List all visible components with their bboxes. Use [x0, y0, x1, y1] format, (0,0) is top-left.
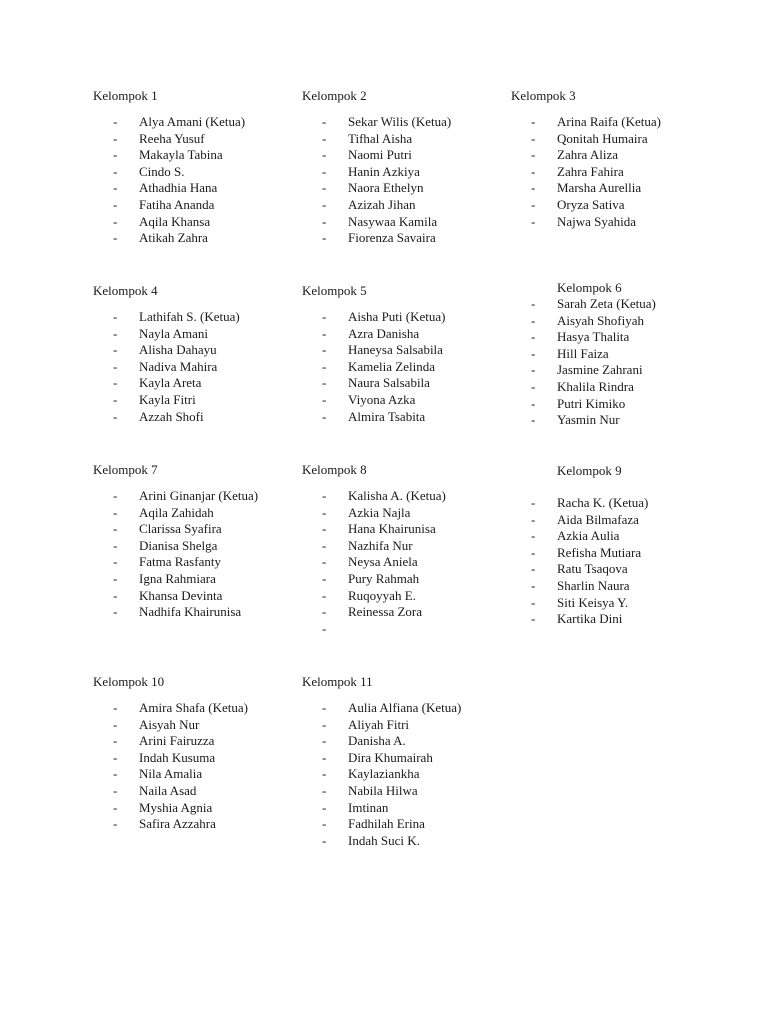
member-name: Alisha Dahayu [139, 342, 217, 358]
member-list [511, 495, 711, 628]
list-item [93, 214, 293, 231]
member-name: Aisha Puti (Ketua) [348, 309, 446, 324]
group-7 [93, 462, 293, 621]
bullet-dash: - [322, 147, 327, 163]
member-name: Dira Khumairah [348, 749, 433, 765]
list-item [511, 346, 711, 363]
list-item [511, 313, 711, 330]
bullet-dash: - [322, 342, 327, 358]
list-item [93, 588, 293, 605]
member-name: Refisha Mutiara [557, 544, 642, 560]
group-title: Kelompok 8 [302, 462, 367, 477]
member-list [302, 700, 502, 849]
member-name: Arini Fairuzza [139, 733, 215, 749]
member-name: Kamelia Zelinda [348, 358, 435, 374]
member-name: Alya Amani (Ketua) [139, 114, 246, 129]
list-item [93, 766, 293, 783]
list-item [93, 571, 293, 588]
group-9 [511, 463, 711, 628]
list-item [511, 512, 711, 529]
member-name: Indah Suci K. [348, 832, 420, 848]
member-name: Kartika Dini [557, 611, 623, 627]
member-name: Sekar Wilis (Ketua) [348, 114, 452, 129]
bullet-dash: - [531, 296, 536, 311]
list-item [302, 538, 502, 555]
list-item [93, 604, 293, 621]
member-list [511, 296, 711, 429]
list-item [302, 816, 502, 833]
member-list [93, 114, 293, 247]
list-item [302, 359, 502, 376]
list-item [302, 766, 502, 783]
member-name: Clarissa Syafira [139, 521, 222, 537]
bullet-dash: - [113, 554, 118, 570]
list-item [93, 131, 293, 148]
list-item [302, 131, 502, 148]
member-list [511, 114, 711, 230]
list-item [302, 326, 502, 343]
group-title: Kelompok 4 [93, 283, 158, 298]
member-list [93, 700, 293, 833]
list-item [93, 538, 293, 555]
bullet-dash: - [322, 114, 327, 129]
member-name: Aida Bilmafaza [557, 511, 639, 527]
bullet-dash: - [113, 570, 118, 586]
bullet-dash: - [531, 196, 536, 212]
list-item [511, 595, 711, 612]
member-name: Reinessa Zora [348, 604, 423, 620]
bullet-dash: - [322, 163, 327, 179]
group-6 [511, 280, 711, 429]
group-title: Kelompok 11 [302, 674, 373, 689]
bullet-dash: - [113, 521, 118, 537]
bullet-dash: - [322, 587, 327, 603]
bullet-dash: - [322, 325, 327, 341]
member-name: Fadhilah Erina [348, 816, 425, 832]
group-title: Kelompok 3 [511, 88, 576, 103]
member-name: Hana Khairunisa [348, 521, 436, 537]
bullet-dash: - [113, 537, 118, 553]
list-item [93, 750, 293, 767]
member-name: Azkia Najla [348, 504, 411, 520]
list-item [93, 783, 293, 800]
list-item [511, 545, 711, 562]
group-3 [511, 88, 711, 230]
bullet-dash: - [322, 766, 327, 782]
bullet-dash: - [322, 782, 327, 798]
list-item [302, 505, 502, 522]
group-8 [302, 462, 502, 637]
member-name: Atikah Zahra [139, 230, 208, 246]
bullet-dash: - [113, 375, 118, 391]
bullet-dash: - [113, 766, 118, 782]
list-item [511, 362, 711, 379]
member-name: Azra Danisha [348, 325, 420, 341]
list-item [302, 164, 502, 181]
list-item [302, 342, 502, 359]
member-name: Fatma Rasfanty [139, 554, 221, 570]
member-name: Azizah Jihan [348, 196, 416, 212]
list-item [93, 197, 293, 214]
list-item [511, 131, 711, 148]
member-name: Nabila Hilwa [348, 782, 418, 798]
group-title: Kelompok 10 [93, 674, 165, 689]
member-name: Safira Azzahra [139, 816, 216, 832]
list-item [511, 611, 711, 628]
list-item [511, 197, 711, 214]
member-name: Naura Salsabila [348, 375, 430, 391]
member-name: Nasywaa Kamila [348, 213, 438, 229]
member-name: Kayla Fitri [139, 391, 196, 407]
list-item [302, 733, 502, 750]
list-item [93, 717, 293, 734]
member-name [348, 621, 478, 638]
member-name: Nadiva Mahira [139, 358, 218, 374]
member-name: Racha K. (Ketua) [557, 495, 649, 510]
list-item [511, 561, 711, 578]
list-item [93, 700, 293, 717]
member-name: Hanin Azkiya [348, 163, 420, 179]
bullet-dash: - [322, 504, 327, 520]
member-name: Kaylaziankha [348, 766, 420, 782]
member-name: Imtinan [348, 799, 389, 815]
bullet-dash: - [322, 799, 327, 815]
bullet-dash: - [322, 537, 327, 553]
group-title: Kelompok 2 [302, 88, 367, 103]
bullet-dash: - [322, 391, 327, 407]
bullet-dash: - [531, 611, 536, 627]
group-11 [302, 674, 502, 849]
member-name: Azkia Aulia [557, 528, 620, 544]
list-item [93, 816, 293, 833]
bullet-dash: - [113, 163, 118, 179]
member-name: Naora Ethelyn [348, 180, 424, 196]
bullet-dash: - [322, 213, 327, 229]
list-item [511, 114, 711, 131]
bullet-dash: - [113, 180, 118, 196]
list-item [511, 528, 711, 545]
member-name: Viyona Azka [348, 391, 416, 407]
list-item [511, 147, 711, 164]
member-name: Athadhia Hana [139, 180, 218, 196]
bullet-dash: - [531, 528, 536, 544]
member-name: Nayla Amani [139, 325, 208, 341]
member-name: Arini Ginanjar (Ketua) [139, 488, 259, 503]
bullet-dash: - [322, 816, 327, 832]
list-item [511, 379, 711, 396]
list-item [93, 488, 293, 505]
member-list [93, 309, 293, 425]
list-item [302, 147, 502, 164]
bullet-dash: - [322, 521, 327, 537]
group-title: Kelompok 6 [557, 280, 622, 295]
list-item [93, 342, 293, 359]
member-name: Tifhal Aisha [348, 130, 413, 146]
list-item [93, 164, 293, 181]
list-item [302, 392, 502, 409]
bullet-dash: - [531, 180, 536, 196]
bullet-dash: - [531, 329, 536, 345]
list-item [511, 396, 711, 413]
bullet-dash: - [531, 577, 536, 593]
bullet-dash: - [322, 570, 327, 586]
member-name: Aqila Zahidah [139, 504, 214, 520]
member-name: Makayla Tabina [139, 147, 223, 163]
member-name: Siti Keisya Y. [557, 594, 629, 610]
member-name: Almira Tsabita [348, 408, 426, 424]
list-item [93, 409, 293, 426]
group-title: Kelompok 1 [93, 88, 158, 103]
member-name: Kalisha A. (Ketua) [348, 488, 446, 503]
bullet-dash: - [531, 213, 536, 229]
member-name: Aulia Alfiana (Ketua) [348, 700, 462, 715]
bullet-dash: - [531, 378, 536, 394]
member-name: Ruqoyyah E. [348, 587, 416, 603]
member-name: Amira Shafa (Ketua) [139, 700, 249, 715]
bullet-dash: - [113, 604, 118, 620]
member-name: Reeha Yusuf [139, 130, 205, 146]
member-list [302, 488, 502, 637]
group-2 [302, 88, 502, 247]
bullet-dash: - [113, 130, 118, 146]
member-name: Jasmine Zahrani [557, 362, 643, 378]
group-title: Kelompok 7 [93, 462, 158, 477]
list-item [302, 180, 502, 197]
bullet-dash: - [322, 130, 327, 146]
bullet-dash: - [113, 733, 118, 749]
list-item [302, 309, 502, 326]
bullet-dash: - [322, 832, 327, 848]
member-list [93, 488, 293, 621]
member-name: Zahra Fahira [557, 163, 624, 179]
bullet-dash: - [322, 230, 327, 246]
list-item [93, 800, 293, 817]
bullet-dash: - [531, 345, 536, 361]
list-item [93, 554, 293, 571]
bullet-dash: - [113, 488, 118, 503]
bullet-dash: - [113, 391, 118, 407]
group-4 [93, 283, 293, 425]
group-10 [93, 674, 293, 833]
bullet-dash: - [113, 213, 118, 229]
bullet-dash: - [531, 511, 536, 527]
member-name: Dianisa Shelga [139, 537, 218, 553]
list-item [302, 717, 502, 734]
bullet-dash: - [113, 749, 118, 765]
bullet-dash: - [113, 342, 118, 358]
bullet-dash: - [113, 196, 118, 212]
member-name: Fiorenza Savaira [348, 230, 436, 246]
bullet-dash: - [322, 716, 327, 732]
member-name: Khalila Rindra [557, 378, 634, 394]
member-name: Pury Rahmah [348, 570, 420, 586]
member-name: Naila Asad [139, 782, 197, 798]
bullet-dash: - [113, 504, 118, 520]
bullet-dash: - [531, 163, 536, 179]
bullet-dash: - [531, 495, 536, 510]
bullet-dash: - [531, 114, 536, 129]
bullet-dash: - [531, 412, 536, 428]
list-item [93, 309, 293, 326]
list-item [302, 554, 502, 571]
list-item [302, 700, 502, 717]
member-name: Azzah Shofi [139, 408, 204, 424]
bullet-dash: - [322, 604, 327, 620]
member-name: Ratu Tsaqova [557, 561, 628, 577]
list-item [511, 329, 711, 346]
bullet-dash: - [113, 147, 118, 163]
list-item [93, 521, 293, 538]
list-item [93, 392, 293, 409]
list-item [302, 409, 502, 426]
bullet-dash: - [113, 782, 118, 798]
member-name: Naomi Putri [348, 147, 412, 163]
list-item [511, 578, 711, 595]
bullet-dash: - [113, 700, 118, 715]
bullet-dash: - [322, 408, 327, 424]
member-name: Nazhifa Nur [348, 537, 413, 553]
list-item [93, 230, 293, 247]
list-item [302, 604, 502, 621]
member-name: Arina Raifa (Ketua) [557, 114, 661, 129]
member-name: Sarah Zeta (Ketua) [557, 296, 656, 311]
bullet-dash: - [113, 816, 118, 832]
group-5 [302, 283, 502, 425]
bullet-dash: - [531, 594, 536, 610]
member-name: Oryza Sativa [557, 196, 625, 212]
bullet-dash: - [322, 488, 327, 503]
list-item [302, 833, 502, 850]
member-name: Hasya Thalita [557, 329, 630, 345]
member-name: Khansa Devinta [139, 587, 223, 603]
bullet-dash: - [322, 700, 327, 715]
member-name: Putri Kimiko [557, 395, 626, 411]
list-item [93, 180, 293, 197]
bullet-dash: - [113, 114, 118, 129]
bullet-dash: - [322, 375, 327, 391]
member-name: Indah Kusuma [139, 749, 216, 765]
member-name: Marsha Aurellia [557, 180, 642, 196]
list-item [93, 733, 293, 750]
member-name: Hill Faiza [557, 345, 609, 361]
bullet-dash: - [531, 130, 536, 146]
bullet-dash: - [322, 749, 327, 765]
member-name: Aisyah Nur [139, 716, 200, 732]
member-name: Qonitah Humaira [557, 130, 648, 146]
list-item [302, 197, 502, 214]
member-name: Najwa Syahida [557, 213, 637, 229]
member-name: Igna Rahmiara [139, 570, 216, 586]
bullet-dash: - [113, 587, 118, 603]
bullet-dash: - [322, 554, 327, 570]
bullet-dash: - [113, 309, 118, 324]
member-name: Nadhifa Khairunisa [139, 604, 242, 620]
bullet-dash: - [113, 799, 118, 815]
bullet-dash: - [531, 312, 536, 328]
list-item [93, 359, 293, 376]
bullet-dash: - [531, 561, 536, 577]
list-item [302, 114, 502, 131]
group-title: Kelompok 9 [557, 463, 622, 478]
group-title: Kelompok 5 [302, 283, 367, 298]
list-item [302, 800, 502, 817]
list-item [511, 495, 711, 512]
bullet-dash: - [113, 408, 118, 424]
list-item [302, 230, 502, 247]
list-item [302, 521, 502, 538]
list-item [93, 326, 293, 343]
member-name: Aisyah Shofiyah [557, 312, 645, 328]
list-item [511, 412, 711, 429]
list-item [302, 571, 502, 588]
bullet-dash: - [322, 620, 327, 636]
list-item [511, 296, 711, 313]
list-item [302, 588, 502, 605]
bullet-dash: - [113, 230, 118, 246]
member-name: Nila Amalia [139, 766, 203, 782]
bullet-dash: - [322, 309, 327, 324]
group-1 [93, 88, 293, 247]
list-item [302, 783, 502, 800]
list-item [302, 488, 502, 505]
member-name: Aliyah Fitri [348, 716, 410, 732]
bullet-dash: - [531, 544, 536, 560]
member-name: Haneysa Salsabila [348, 342, 443, 358]
list-item [302, 375, 502, 392]
list-item [511, 164, 711, 181]
list-item [93, 147, 293, 164]
bullet-dash: - [113, 716, 118, 732]
bullet-dash: - [531, 362, 536, 378]
member-name: Sharlin Naura [557, 577, 630, 593]
member-name: Fatiha Ananda [139, 196, 215, 212]
list-item [93, 114, 293, 131]
member-name: Myshia Agnia [139, 799, 213, 815]
list-item [302, 750, 502, 767]
bullet-dash: - [113, 325, 118, 341]
list-item [302, 621, 502, 638]
list-item [511, 214, 711, 231]
bullet-dash: - [322, 733, 327, 749]
member-name: Kayla Areta [139, 375, 202, 391]
bullet-dash: - [113, 358, 118, 374]
member-name: Cindo S. [139, 163, 185, 179]
list-item [93, 375, 293, 392]
member-name: Zahra Aliza [557, 147, 618, 163]
member-name: Yasmin Nur [557, 412, 620, 428]
member-name: Lathifah S. (Ketua) [139, 309, 240, 324]
member-name: Neysa Aniela [348, 554, 418, 570]
bullet-dash: - [531, 395, 536, 411]
member-list [302, 309, 502, 425]
list-item [302, 214, 502, 231]
bullet-dash: - [322, 196, 327, 212]
bullet-dash: - [322, 358, 327, 374]
list-item [93, 505, 293, 522]
member-name: Danisha A. [348, 733, 406, 749]
member-list [302, 114, 502, 247]
list-item [511, 180, 711, 197]
bullet-dash: - [531, 147, 536, 163]
member-name: Aqila Khansa [139, 213, 211, 229]
bullet-dash: - [322, 180, 327, 196]
